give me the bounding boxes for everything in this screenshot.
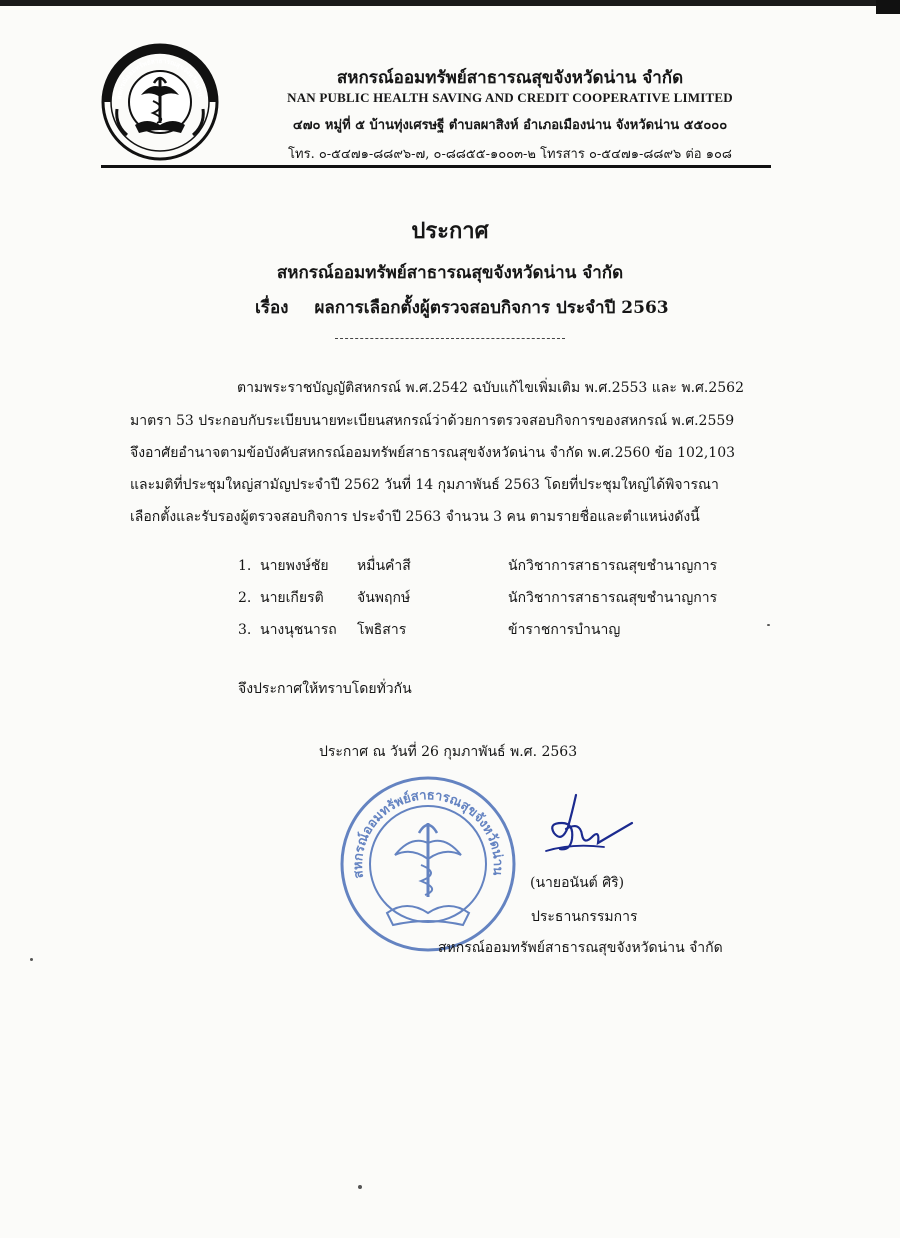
member-last-name: โพธิสาร bbox=[357, 622, 407, 638]
member-last-name: จันพฤกษ์ bbox=[357, 590, 411, 606]
scan-edge-top bbox=[0, 0, 900, 6]
member-first-name: นางนุชนารถ bbox=[260, 622, 337, 638]
subject-text: ผลการเลือกตั้งผู้ตรวจสอบกิจการ ประจำปี 2563 bbox=[314, 298, 669, 318]
member-position: ข้าราชการบำนาญ bbox=[508, 622, 621, 638]
member-index: 1. bbox=[238, 558, 252, 574]
organization-phone: โทร. ๐-๕๔๗๑-๘๘๙๖-๗, ๐-๘๘๕๕-๑๐๐๓-๒ โทรสาร ๐-๕๔๗๑-๘๘๙๖ ต่อ ๑๐๘ bbox=[288, 147, 732, 162]
organization-name-english: NAN PUBLIC HEALTH SAVING AND CREDIT COOPERATIVE LIMITED bbox=[287, 90, 733, 105]
scan-speck bbox=[30, 958, 33, 961]
member-name bbox=[238, 555, 411, 577]
organization-name-thai: สหกรณ์ออมทรัพย์สาธารณสุขจังหวัดน่าน จำกัด bbox=[336, 68, 684, 88]
body-line: ตามพระราชบัญญัติสหกรณ์ พ.ศ.2542 ฉบับแก้ไขเพิ่มเติม พ.ศ.2553 และ พ.ศ.2562 bbox=[237, 380, 745, 396]
subject-label: เรื่อง bbox=[255, 298, 289, 318]
signatory-title: ประธานกรรมการ bbox=[531, 909, 638, 925]
body-line: และมติที่ประชุมใหญ่สามัญประจำปี 2562 วันที่ 14 กุมภาพันธ์ 2563 โดยที่ประชุมใหญ่ได้พิจารณา bbox=[130, 477, 719, 493]
heading-separator bbox=[335, 338, 565, 339]
announcement-subject bbox=[255, 294, 669, 321]
announcement-date: ประกาศ ณ วันที่ 26 กุมภาพันธ์ พ.ศ. 2563 bbox=[319, 744, 578, 760]
member-index: 3. bbox=[238, 622, 252, 638]
closing-statement: จึงประกาศให้ทราบโดยทั่วกัน bbox=[238, 681, 412, 697]
body-line: จึงอาศัยอำนาจตามข้อบังคับสหกรณ์ออมทรัพย์สาธารณสุขจังหวัดน่าน จำกัด พ.ศ.2560 ข้อ 102,103 bbox=[130, 445, 736, 461]
signature-mark-icon bbox=[542, 793, 634, 861]
announcement-title: ประกาศ bbox=[411, 218, 489, 244]
stamp-ring-text: สหกรณ์ออมทรัพย์สาธารณสุขจังหวัดน่าน bbox=[350, 788, 506, 880]
signatory-name: (นายอนันต์ ศิริ) bbox=[530, 875, 625, 891]
member-index: 2. bbox=[238, 590, 252, 606]
member-first-name: นายพงษ์ชัย bbox=[260, 558, 329, 574]
member-position: นักวิชาการสาธารณสุขชำนาญการ bbox=[508, 590, 718, 606]
scan-edge-corner bbox=[876, 0, 900, 14]
member-first-name: นายเกียรติ bbox=[260, 590, 324, 606]
member-last-name: หมื่นคำสี bbox=[357, 558, 411, 574]
round-stamp-icon bbox=[337, 773, 519, 955]
body-line: มาตรา 53 ประกอบกับระเบียบนายทะเบียนสหกรณ์ว่าด้วยการตรวจสอบกิจการของสหกรณ์ พ.ศ.2559 bbox=[130, 413, 735, 429]
signatory-organization: สหกรณ์ออมทรัพย์สาธารณสุขจังหวัดน่าน จำกัด bbox=[438, 940, 723, 956]
member-position: นักวิชาการสาธารณสุขชำนาญการ bbox=[508, 558, 718, 574]
body-line: เลือกตั้งและรับรองผู้ตรวจสอบกิจการ ประจำปี 2563 จำนวน 3 คน ตามรายชื่อและตำแหน่งดังนี้ bbox=[130, 509, 700, 525]
cooperative-logo-icon bbox=[101, 43, 219, 161]
organization-address: ๔๗๐ หมู่ที่ ๕ บ้านทุ่งเศรษฐี ตำบลผาสิงห์ อำเภอเมืองน่าน จังหวัดน่าน ๕๕๐๐๐ bbox=[292, 118, 728, 133]
scan-speck bbox=[358, 1185, 362, 1189]
scan-speck bbox=[767, 624, 770, 626]
logo-ring-text: สหกรณ์ออมทรัพย์สาธารณสุขจังหวัดน่าน bbox=[115, 56, 205, 100]
member-name bbox=[238, 587, 410, 609]
letterhead-divider bbox=[101, 165, 771, 168]
member-name bbox=[238, 619, 406, 641]
announcement-organization: สหกรณ์ออมทรัพย์สาธารณสุขจังหวัดน่าน จำกัด bbox=[276, 263, 624, 283]
